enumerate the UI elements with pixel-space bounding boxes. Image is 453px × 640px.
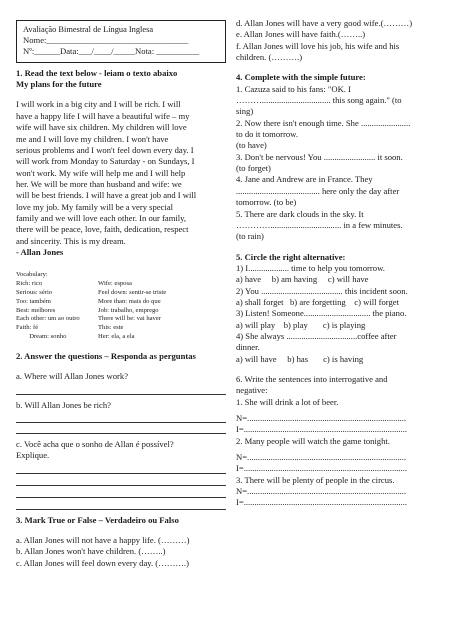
exam-title: Avaliação Bimestral de Língua Inglesa — [23, 25, 154, 34]
text-author: - Allan Jones — [16, 246, 64, 257]
left-column — [16, 0, 226, 569]
reading-text: I will work in a big city and I will be rich. I will have a happy life I will have a beautiful wife – my wife will have six children. My children will love me and I will love my children. I won't have serious problems and I won't feel down every day. I will work from Monday to Saturday - on Sundays, I won't work. My wife will help me and I will help her. We will be more than husband and wife: we will be best friends. I will have a great job and I will love my job. My family will be a very special family and we will love each other. In our family, there will be peace, love, faith, dedication, respect and sincerity. This is my dream. — [16, 99, 197, 246]
q6-sentence-2: 2. Many people will watch the game tonight. — [236, 435, 390, 446]
q3-item: a. Allan Jones will not have a happy life. (………) — [16, 534, 190, 545]
q2-question-c-explain: Explique. — [16, 450, 50, 461]
q2-question-a: a. Where will Allan Jones work? — [16, 371, 129, 382]
vocabulary-box — [16, 271, 226, 342]
name-field[interactable]: Nome:_________________________________ — [23, 35, 189, 46]
q3-item: children. (……….) — [236, 52, 303, 63]
negative-answer-line[interactable]: N=.......................................................................... — [236, 452, 407, 463]
answer-line[interactable] — [16, 462, 226, 474]
answer-line[interactable] — [16, 486, 226, 498]
q3-item: b. Allan Jones won't have children. (……..) — [16, 546, 166, 557]
interrogative-answer-line[interactable]: I=............................................................................ — [236, 497, 407, 508]
q3-title: 3. Mark True or False – Verdadeiro ou Falso — [16, 514, 179, 525]
answer-line[interactable] — [16, 423, 226, 434]
negative-answer-line[interactable]: N=.......................................................................... — [236, 486, 407, 497]
q2-question-c: c. Você acha que o sonho de Allan é possível? — [16, 438, 174, 449]
answer-line[interactable] — [16, 474, 226, 486]
q2-question-b: b. Will Allan Jones be rich? — [16, 399, 111, 410]
q6-sentence-3: 3. There will be plenty of people in the circus. — [236, 474, 395, 485]
interrogative-answer-line[interactable]: I=............................................................................ — [236, 463, 407, 474]
vocabulary-title: Vocabulary: — [16, 271, 48, 279]
q6-sentence-1: 1. She will drink a lot of beer. — [236, 396, 339, 407]
q6-title: 6. Write the sentences into interrogative and — [236, 373, 388, 384]
q3-item: e. Allan Jones will have faith.(……..) — [236, 29, 366, 40]
q5-items: 1) I................... time to help you tomorrow. a) have b) am having c) will have 2) You ...................................... this incident soon. a) shall forget b) are forgetting c) will forget 3) Listen! Someone............................... the piano. a) will play b) play c) is playing 4) She always .................................coffee after dinner. a) will have b) has c) is having — [236, 262, 408, 364]
q6-title-cont: negative: — [236, 385, 268, 396]
q3-item: f. Allan Jones will love his job, his wife and his — [236, 40, 400, 51]
q1-title: 1. Read the text below - leiam o texto abaixo — [16, 67, 178, 78]
vocabulary-grid: Rich: rico Wife: esposa Serious: sério Feel down: sentir-se triste Too: também More than: mais do que Best: melhores Job: trabalho, emprego Each other: um ao outro There will be: vai haver Faith: fé This: este Dream: sonho Her: ela, a ela — [16, 280, 167, 341]
answer-line[interactable] — [16, 383, 226, 395]
header-box — [16, 20, 226, 63]
number-date-grade-field[interactable]: Nº:______Data:___/____/_____Nota: __________ — [23, 46, 200, 57]
q5-title: 5. Circle the right alternative: — [236, 251, 346, 262]
interrogative-answer-line[interactable]: I=............................................................................ — [236, 424, 407, 435]
q3-item: c. Allan Jones will feel down every day. (……….) — [16, 557, 189, 568]
answer-line[interactable] — [16, 498, 226, 510]
right-column — [236, 18, 441, 509]
q2-title: 2. Answer the questions – Responda as perguntas — [16, 350, 196, 361]
q4-title: 4. Complete with the simple future: — [236, 72, 366, 83]
text-title: My plans for the future — [16, 79, 102, 90]
negative-answer-line[interactable]: N=.......................................................................... — [236, 413, 407, 423]
q3-item: d. Allan Jones will have a very good wife.(………) — [236, 18, 413, 28]
q4-items: 1. Cazuza said to his fans: "OK. I ………................................ this song again." (to sing) 2. Now there isn't enough time. She ....................... to do it tomorrow. (to have) 3. Don't be nervous! You ........................ it soon. (to forget) 4. Jane and Andrew are in France. They ....................................... here only the day after tomorrow. (to be) 5. There are dark clouds in the sky. It …………................................. in a few minutes. (to rain) — [236, 83, 411, 242]
answer-line[interactable] — [16, 411, 226, 423]
